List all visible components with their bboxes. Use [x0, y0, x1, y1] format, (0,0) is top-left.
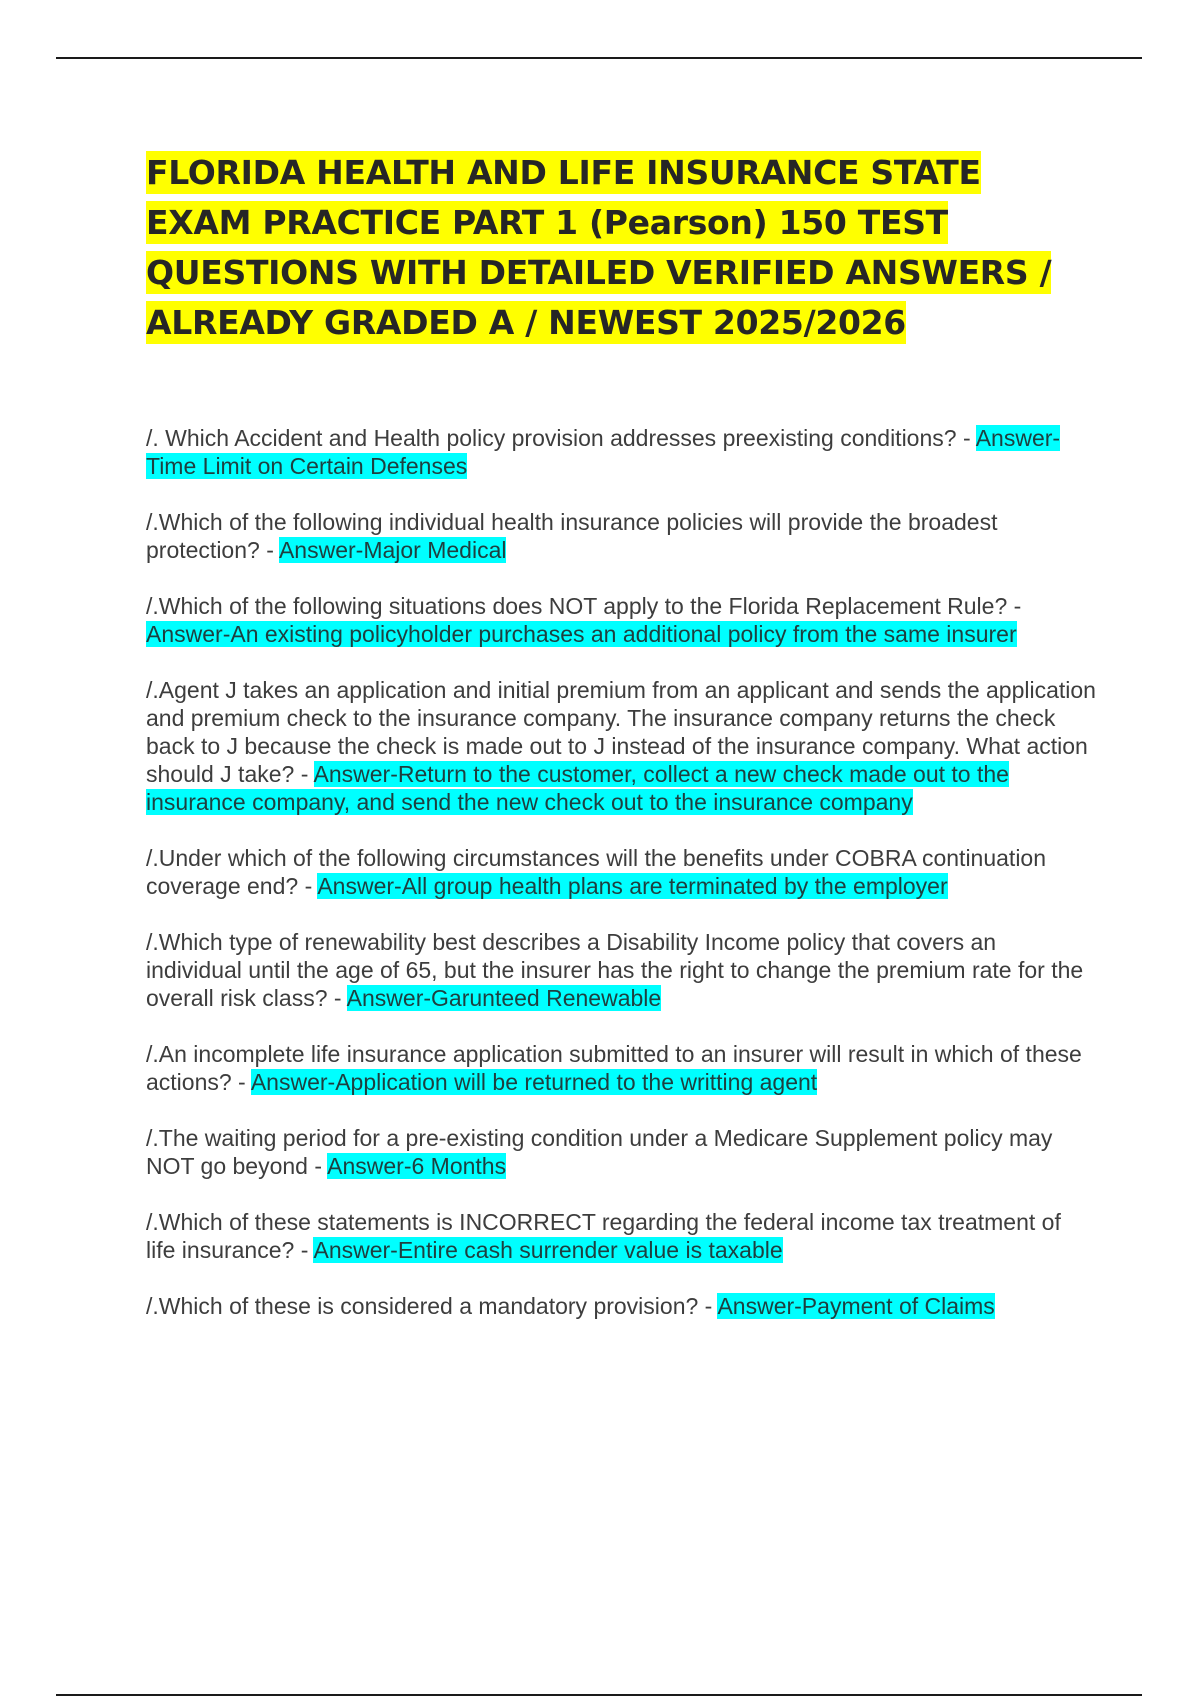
qa-list	[146, 424, 1096, 1348]
answer-text: Answer-An existing policyholder purchases an additional policy from the same insurer	[146, 621, 1017, 647]
answer-text: Answer-Return to the customer, collect a new check made out to the insurance company, and send the new check out to the insurance company	[146, 761, 1009, 815]
answer-text: Answer-Entire cash surrender value is taxable	[313, 1237, 783, 1263]
question-text: /.An incomplete life insurance application submitted to an insurer will result in which of these actions? -	[146, 1041, 1082, 1095]
answer-text: Answer-Major Medical	[278, 537, 507, 563]
qa-item	[146, 928, 1096, 1012]
question-text: /.Which of the following individual health insurance policies will provide the broadest protection? -	[146, 509, 998, 563]
question-text: /.Agent J takes an application and initial premium from an applicant and sends the application and premium check to the insurance company. The insurance company returns the check back to J because the check is made out to J instead of the insurance company. What action should J take? -	[146, 677, 1096, 787]
qa-item	[146, 676, 1096, 816]
page-title	[146, 148, 1096, 348]
qa-item	[146, 1124, 1096, 1180]
question-text: /.Which of the following situations does NOT apply to the Florida Replacement Rule? -	[146, 593, 1022, 619]
answer-text: Answer-6 Months	[327, 1153, 507, 1179]
top-rule	[56, 57, 1142, 59]
bottom-rule	[56, 1694, 1142, 1696]
question-text: /.Which of these statements is INCORRECT regarding the federal income tax treatment of life insurance? -	[146, 1209, 1061, 1263]
question-text: /.The waiting period for a pre-existing condition under a Medicare Supplement policy may NOT go beyond -	[146, 1125, 1053, 1179]
page-title-text: FLORIDA HEALTH AND LIFE INSURANCE STATE EXAM PRACTICE PART 1 (Pearson) 150 TEST QUESTIONS WITH DETAILED VERIFIED ANSWERS / ALREADY GRADED A / NEWEST 2025/2026	[146, 153, 1052, 342]
answer-text: Answer-Time Limit on Certain Defenses	[146, 425, 1061, 479]
qa-item	[146, 592, 1096, 648]
answer-text: Answer-Payment of Claims	[717, 1293, 995, 1319]
qa-item	[146, 1040, 1096, 1096]
qa-item	[146, 844, 1096, 900]
question-text: /.Which of these is considered a mandatory provision? -	[146, 1293, 718, 1319]
qa-item	[146, 1208, 1096, 1264]
qa-item	[146, 508, 1096, 564]
answer-text: Answer-All group health plans are terminated by the employer	[317, 873, 948, 899]
answer-text: Answer-Garunteed Renewable	[346, 985, 662, 1011]
question-text: /.Which type of renewability best describes a Disability Income policy that covers an individual until the age of 65, but the insurer has the right to change the premium rate for the overall risk class? -	[146, 929, 1084, 1011]
question-text: /. Which Accident and Health policy provision addresses preexisting conditions? -	[146, 425, 976, 451]
qa-item	[146, 1292, 1096, 1320]
question-text: /.Under which of the following circumstances will the benefits under COBRA continuation coverage end? -	[146, 845, 1047, 899]
answer-text: Answer-Application will be returned to the writting agent	[250, 1069, 818, 1095]
qa-item	[146, 424, 1096, 480]
